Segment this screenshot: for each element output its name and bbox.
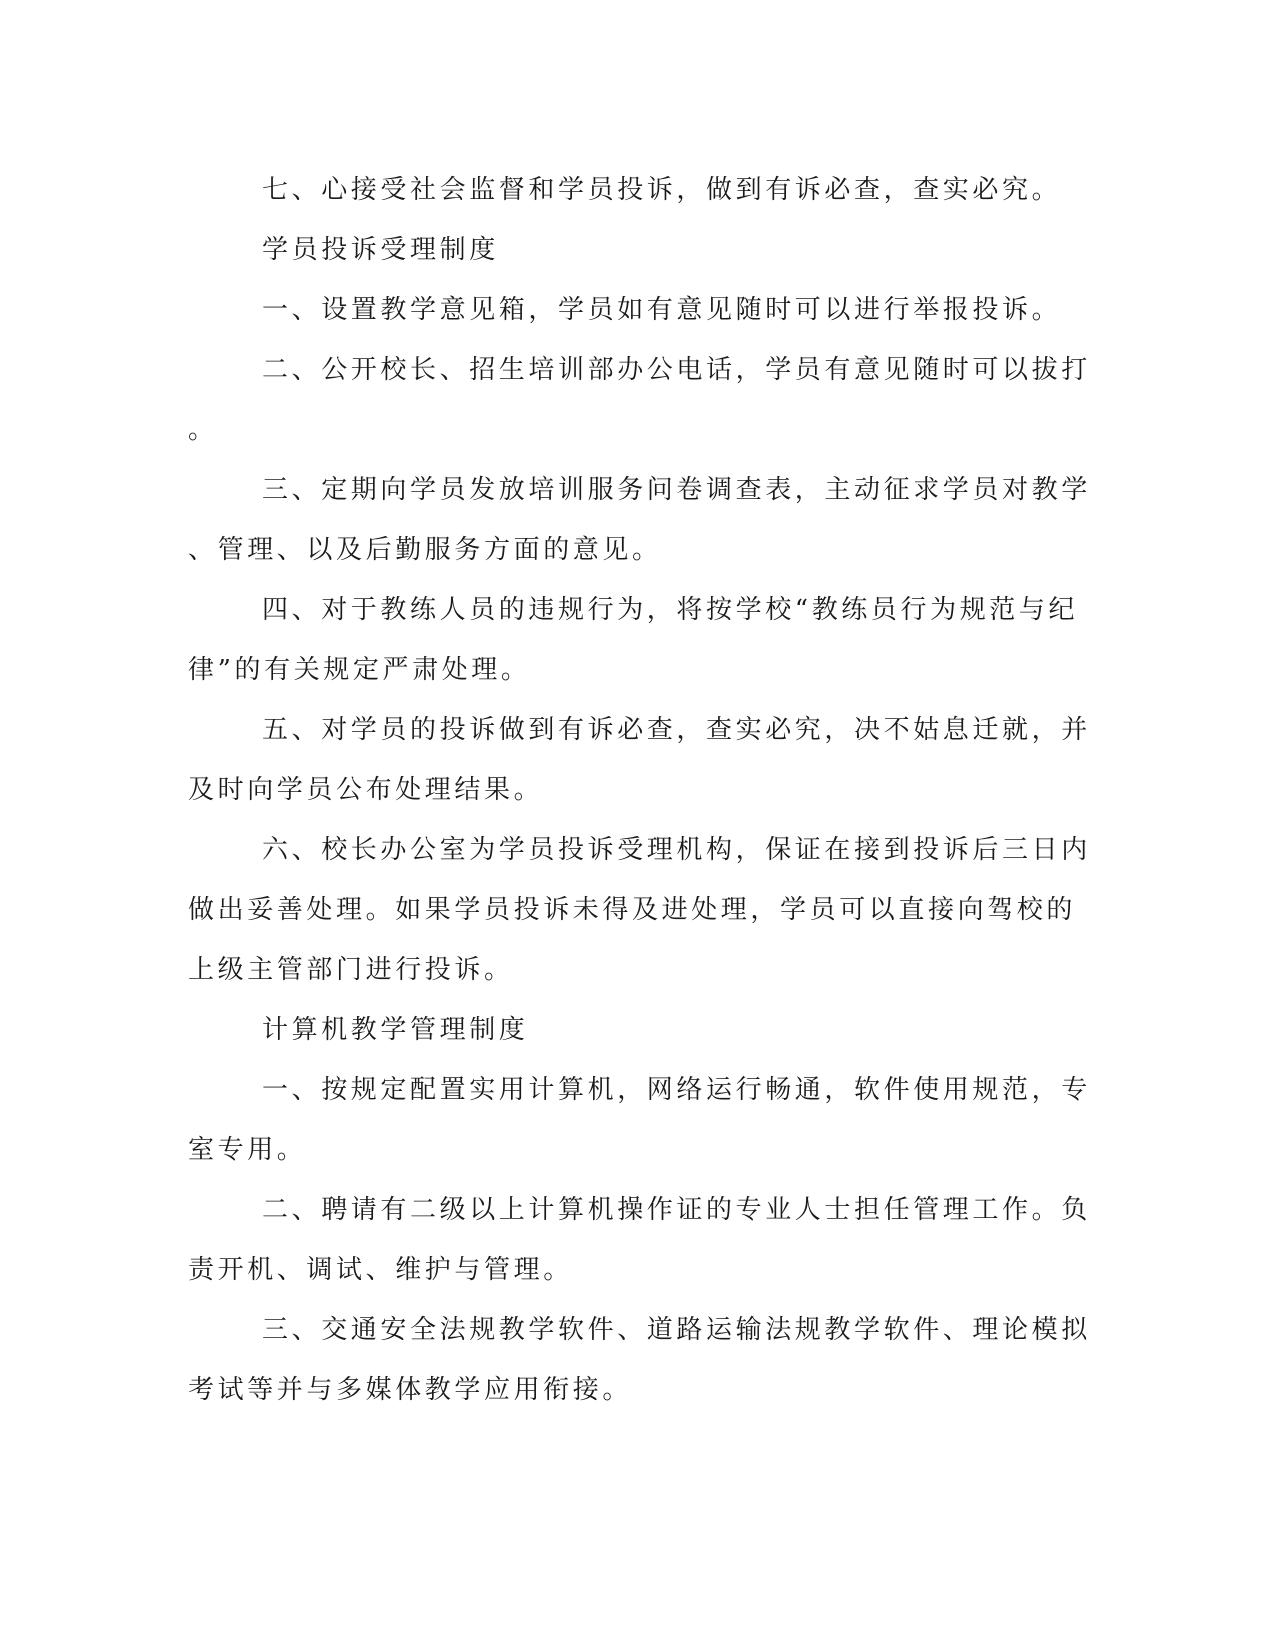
text-line: 、管理、以及后勤服务方面的意见。 [188,535,662,565]
text-line: 律”的有关规定严肃处理。 [188,655,531,685]
text-line: 做出妥善处理。如果学员投诉未得及进处理，学员可以直接向驾校的 [188,895,1077,925]
text-line: 五、对学员的投诉做到有诉必查，查实必究，决不姑息迁就，并 [262,715,1091,745]
text-line: 。 [188,415,218,445]
text-line: 一、按规定配置实用计算机，网络运行畅通，软件使用规范，专 [262,1075,1091,1105]
text-line: 考试等并与多媒体教学应用衔接。 [188,1375,633,1405]
text-line: 学员投诉受理制度 [262,235,499,265]
text-line: 二、聘请有二级以上计算机操作证的专业人士担任管理工作。负 [262,1195,1091,1225]
text-line: 上级主管部门进行投诉。 [188,955,514,985]
text-line: 一、设置教学意见箱，学员如有意见随时可以进行举报投诉。 [262,295,1062,325]
text-line: 计算机教学管理制度 [262,1015,529,1045]
document-body [188,160,1091,1420]
text-line: 三、交通安全法规教学软件、道路运输法规教学软件、理论模拟 [262,1315,1091,1345]
text-line: 三、定期向学员发放培训服务问卷调查表，主动征求学员对教学 [262,475,1091,505]
text-line: 责开机、调试、维护与管理。 [188,1255,573,1285]
text-line: 七、心接受社会监督和学员投诉，做到有诉必查，查实必究。 [262,175,1062,205]
text-line: 二、公开校长、招生培训部办公电话，学员有意见随时可以拔打 [262,355,1091,385]
text-line: 四、对于教练人员的违规行为，将按学校“教练员行为规范与纪 [262,595,1079,625]
text-line: 六、校长办公室为学员投诉受理机构，保证在接到投诉后三日内 [262,835,1091,865]
text-line: 室专用。 [188,1135,307,1165]
text-line: 及时向学员公布处理结果。 [188,775,544,805]
